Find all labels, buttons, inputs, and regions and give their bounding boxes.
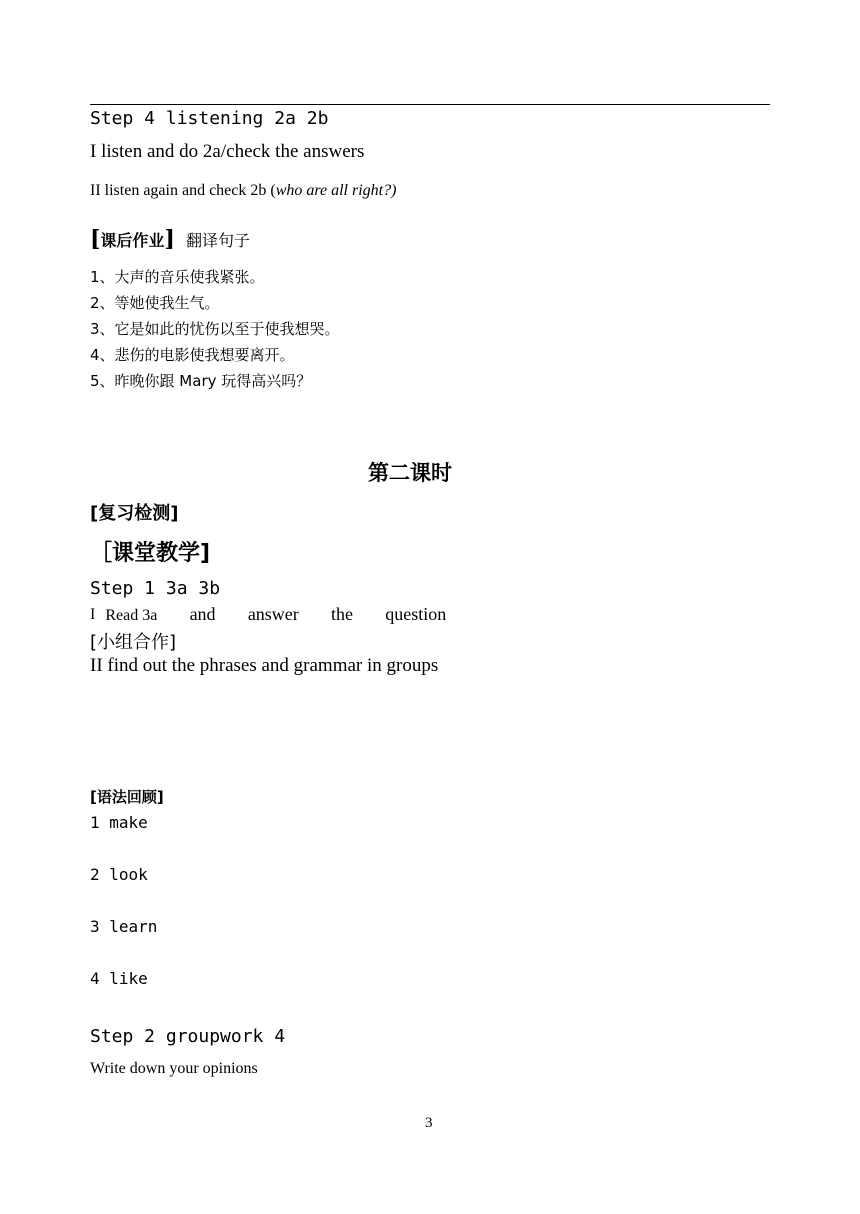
sentence-2: 2、等她使我生气。 <box>90 294 220 312</box>
page-number: 3 <box>425 1115 433 1131</box>
homework-heading <box>90 226 250 252</box>
read-task-word-4: the <box>331 604 354 624</box>
read-task-line <box>90 604 446 625</box>
grammar-item-1: 1 make <box>90 813 148 832</box>
read-task-words <box>105 604 446 625</box>
class-teaching-label: ［课堂教学] <box>90 541 211 566</box>
top-rule <box>90 104 770 105</box>
listen-item-1: I listen and do 2a/check the answers <box>90 141 365 162</box>
listen-item-2 <box>90 182 396 200</box>
listen-item-2-italic: who are all right?) <box>275 182 397 199</box>
homework-bracket-close: ] <box>164 226 175 252</box>
read-task-word-1: Read 3a <box>105 607 158 624</box>
grammar-item-3: 3 learn <box>90 917 158 936</box>
homework-subtitle: 翻译句子 <box>185 231 250 250</box>
read-task-word-2: and <box>189 604 216 624</box>
step1-heading: Step 1 3a 3b <box>90 578 221 599</box>
sentence-4: 4、悲伤的电影使我想要离开。 <box>90 346 295 364</box>
homework-bracket-open: [ <box>90 226 101 252</box>
read-task-word-5: question <box>385 604 447 624</box>
step4-heading: Step 4 listening 2a 2b <box>90 108 329 129</box>
grammar-item-4: 4 like <box>90 969 148 988</box>
homework-title: 课后作业 <box>100 231 165 250</box>
step2-heading: Step 2 groupwork 4 <box>90 1026 286 1047</box>
read-task-prefix: I <box>90 606 96 623</box>
find-phrases: II find out the phrases and grammar in groups <box>90 655 439 676</box>
grammar-item-2: 2 look <box>90 865 148 884</box>
review-label: [复习检测] <box>90 503 179 524</box>
listen-item-2-prefix: II listen again and check 2b ( <box>90 182 276 199</box>
sentence-5: 5、昨晚你跟 Mary 玩得高兴吗？ <box>90 372 312 390</box>
grammar-review-label: [语法回顾] <box>90 788 164 806</box>
write-opinions: Write down your opinions <box>90 1060 258 1077</box>
sentence-1: 1、大声的音乐使我紧张。 <box>90 268 265 286</box>
sentence-3: 3、它是如此的忧伤以至于使我想哭。 <box>90 320 340 338</box>
group-label: [小组合作] <box>90 632 177 653</box>
lesson-title: 第二课时 <box>368 461 452 485</box>
read-task-word-3: answer <box>247 604 299 624</box>
